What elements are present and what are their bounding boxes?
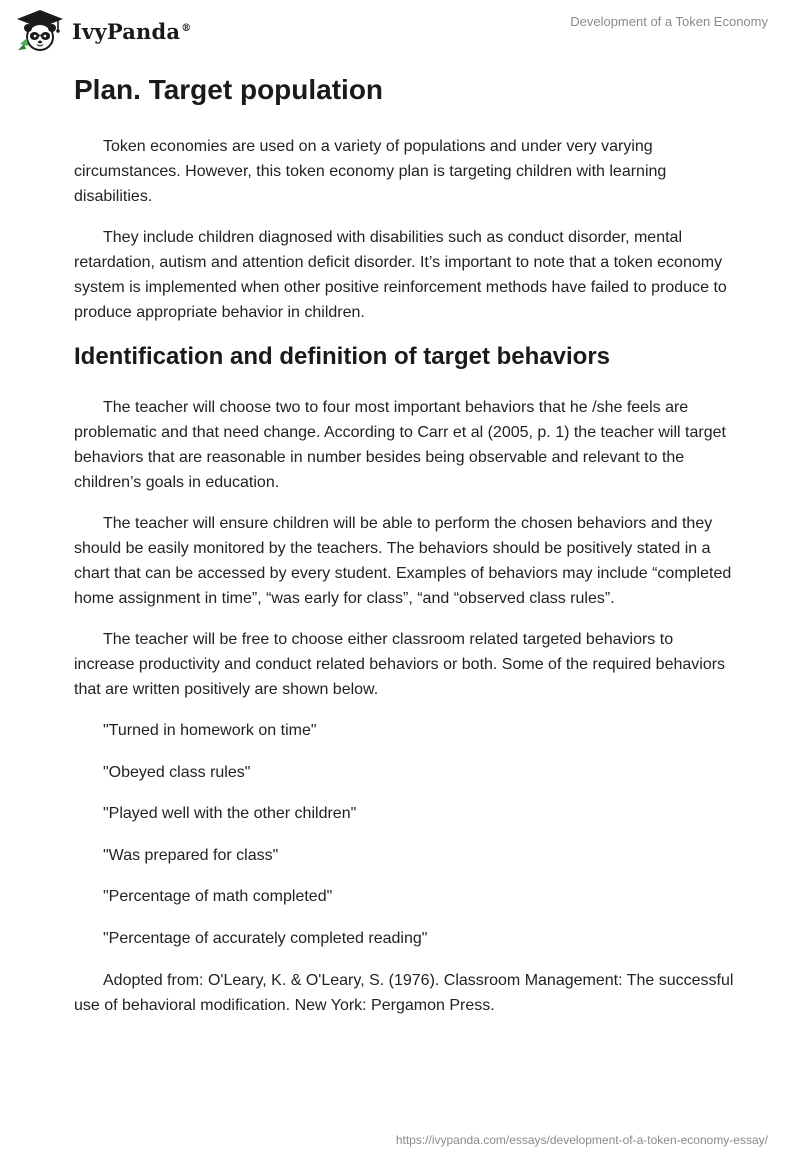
section-heading-plan: Plan. Target population [74, 74, 384, 105]
paragraph: The teacher will ensure children will be able to perform the chosen behaviors and they should be easily monitored by the teachers. The behaviors should be positively stated in a chart that can be accessed by every student. Examples of behaviors may include “completed home assignment in time”, “was early for class”, “and “observed class rules”. [74, 515, 732, 607]
registered-mark: ® [181, 22, 192, 34]
behavior-list-item: "Obeyed class rules" [103, 763, 251, 781]
citation: Adopted from: O'Leary, K. & O'Leary, S. (1976). Classroom Management: The successful use of behavioral modification. New York: Pergamon Press. [74, 971, 734, 1014]
brand-name: IvyPanda® [72, 18, 192, 44]
behavior-list-item: "Played well with the other children" [103, 805, 357, 823]
document-title: Development of a Token Economy [570, 14, 768, 29]
article-body [74, 72, 734, 1034]
paragraph: They include children diagnosed with disabilities such as conduct disorder, mental retardation, autism and attention deficit disorder. It’s important to note that a token economy system is implemented when other positive reinforcement methods have failed to produce to produce appropriate behavior in children. [74, 229, 727, 321]
behavior-list-item: "Turned in homework on time" [103, 722, 317, 739]
panda-graduate-icon [14, 8, 66, 54]
behavior-list-item: "Was prepared for class" [103, 846, 279, 864]
behavior-list-item: "Percentage of accurately completed reading" [103, 929, 428, 947]
paragraph: Token economies are used on a variety of populations and under very varying circumstances. However, this token economy plan is targeting children with learning disabilities. [74, 138, 667, 205]
section-heading-behaviors: Identification and definition of target behaviors [74, 343, 611, 370]
page-header [0, 0, 800, 64]
behavior-list-item: "Percentage of math completed" [103, 888, 333, 906]
paragraph: The teacher will be free to choose either classroom related targeted behaviors to increase productivity and conduct related behaviors or both. Some of the required behaviors that are written positively are shown below. [74, 631, 726, 698]
brand-logo[interactable] [14, 8, 191, 54]
source-url[interactable]: https://ivypanda.com/essays/development-of-a-token-economy-essay/ [395, 1133, 768, 1147]
paragraph: The teacher will choose two to four most important behaviors that he /she feels are problematic and that need change. According to Carr et al (2005, p. 1) the teacher will target behaviors that are reasonable in number besides being observable and relevant to the children’s goals in education. [74, 399, 726, 491]
